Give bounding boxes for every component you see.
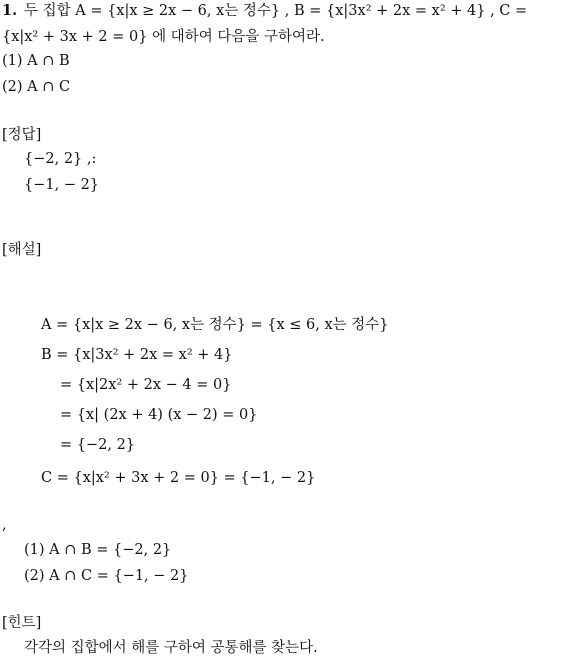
solution-eq-3: = {x|2x² + 2x − 4 = 0} — [60, 377, 232, 393]
problem-item-1: (1) A ∩ B — [2, 53, 70, 69]
solution-eq-5: = {−2, 2} — [60, 437, 136, 453]
solution-eq-1: A = {x|x ≥ 2x − 6, x는 정수} = {x ≤ 6, x는 정수} — [41, 317, 389, 333]
answer-heading: [정답] — [2, 127, 42, 143]
hint-heading: [힌트] — [2, 615, 42, 631]
solution-eq-2: B = {x|3x² + 2x = x² + 4} — [41, 347, 233, 363]
answer-line-1: {−2, 2} ,: — [24, 151, 97, 167]
problem-line-2: {x|x² + 3x + 2 = 0} 에 대하여 다음을 구하여라. — [2, 29, 325, 45]
solution-heading: [해설] — [2, 242, 42, 258]
problem-number: 1. — [2, 2, 18, 19]
answer-line-2: {−1, − 2} — [24, 177, 100, 193]
solution-eq-6: C = {x|x² + 3x + 2 = 0} = {−1, − 2} — [41, 470, 316, 486]
solution-eq-4: = {x| (2x + 4) (x − 2) = 0} — [60, 407, 258, 423]
solution-result-1: (1) A ∩ B = {−2, 2} — [24, 542, 172, 558]
solution-separator: , — [2, 517, 7, 533]
problem-item-2: (2) A ∩ C — [2, 79, 71, 95]
problem-line-1: 두 집합 A = {x|x ≥ 2x − 6, x는 정수} , B = {x|3x² + 2x = x² + 4} , C = — [24, 3, 528, 19]
hint-text: 각각의 집합에서 해를 구하여 공통해를 찾는다. — [24, 640, 318, 656]
solution-result-2: (2) A ∩ C = {−1, − 2} — [24, 568, 189, 584]
